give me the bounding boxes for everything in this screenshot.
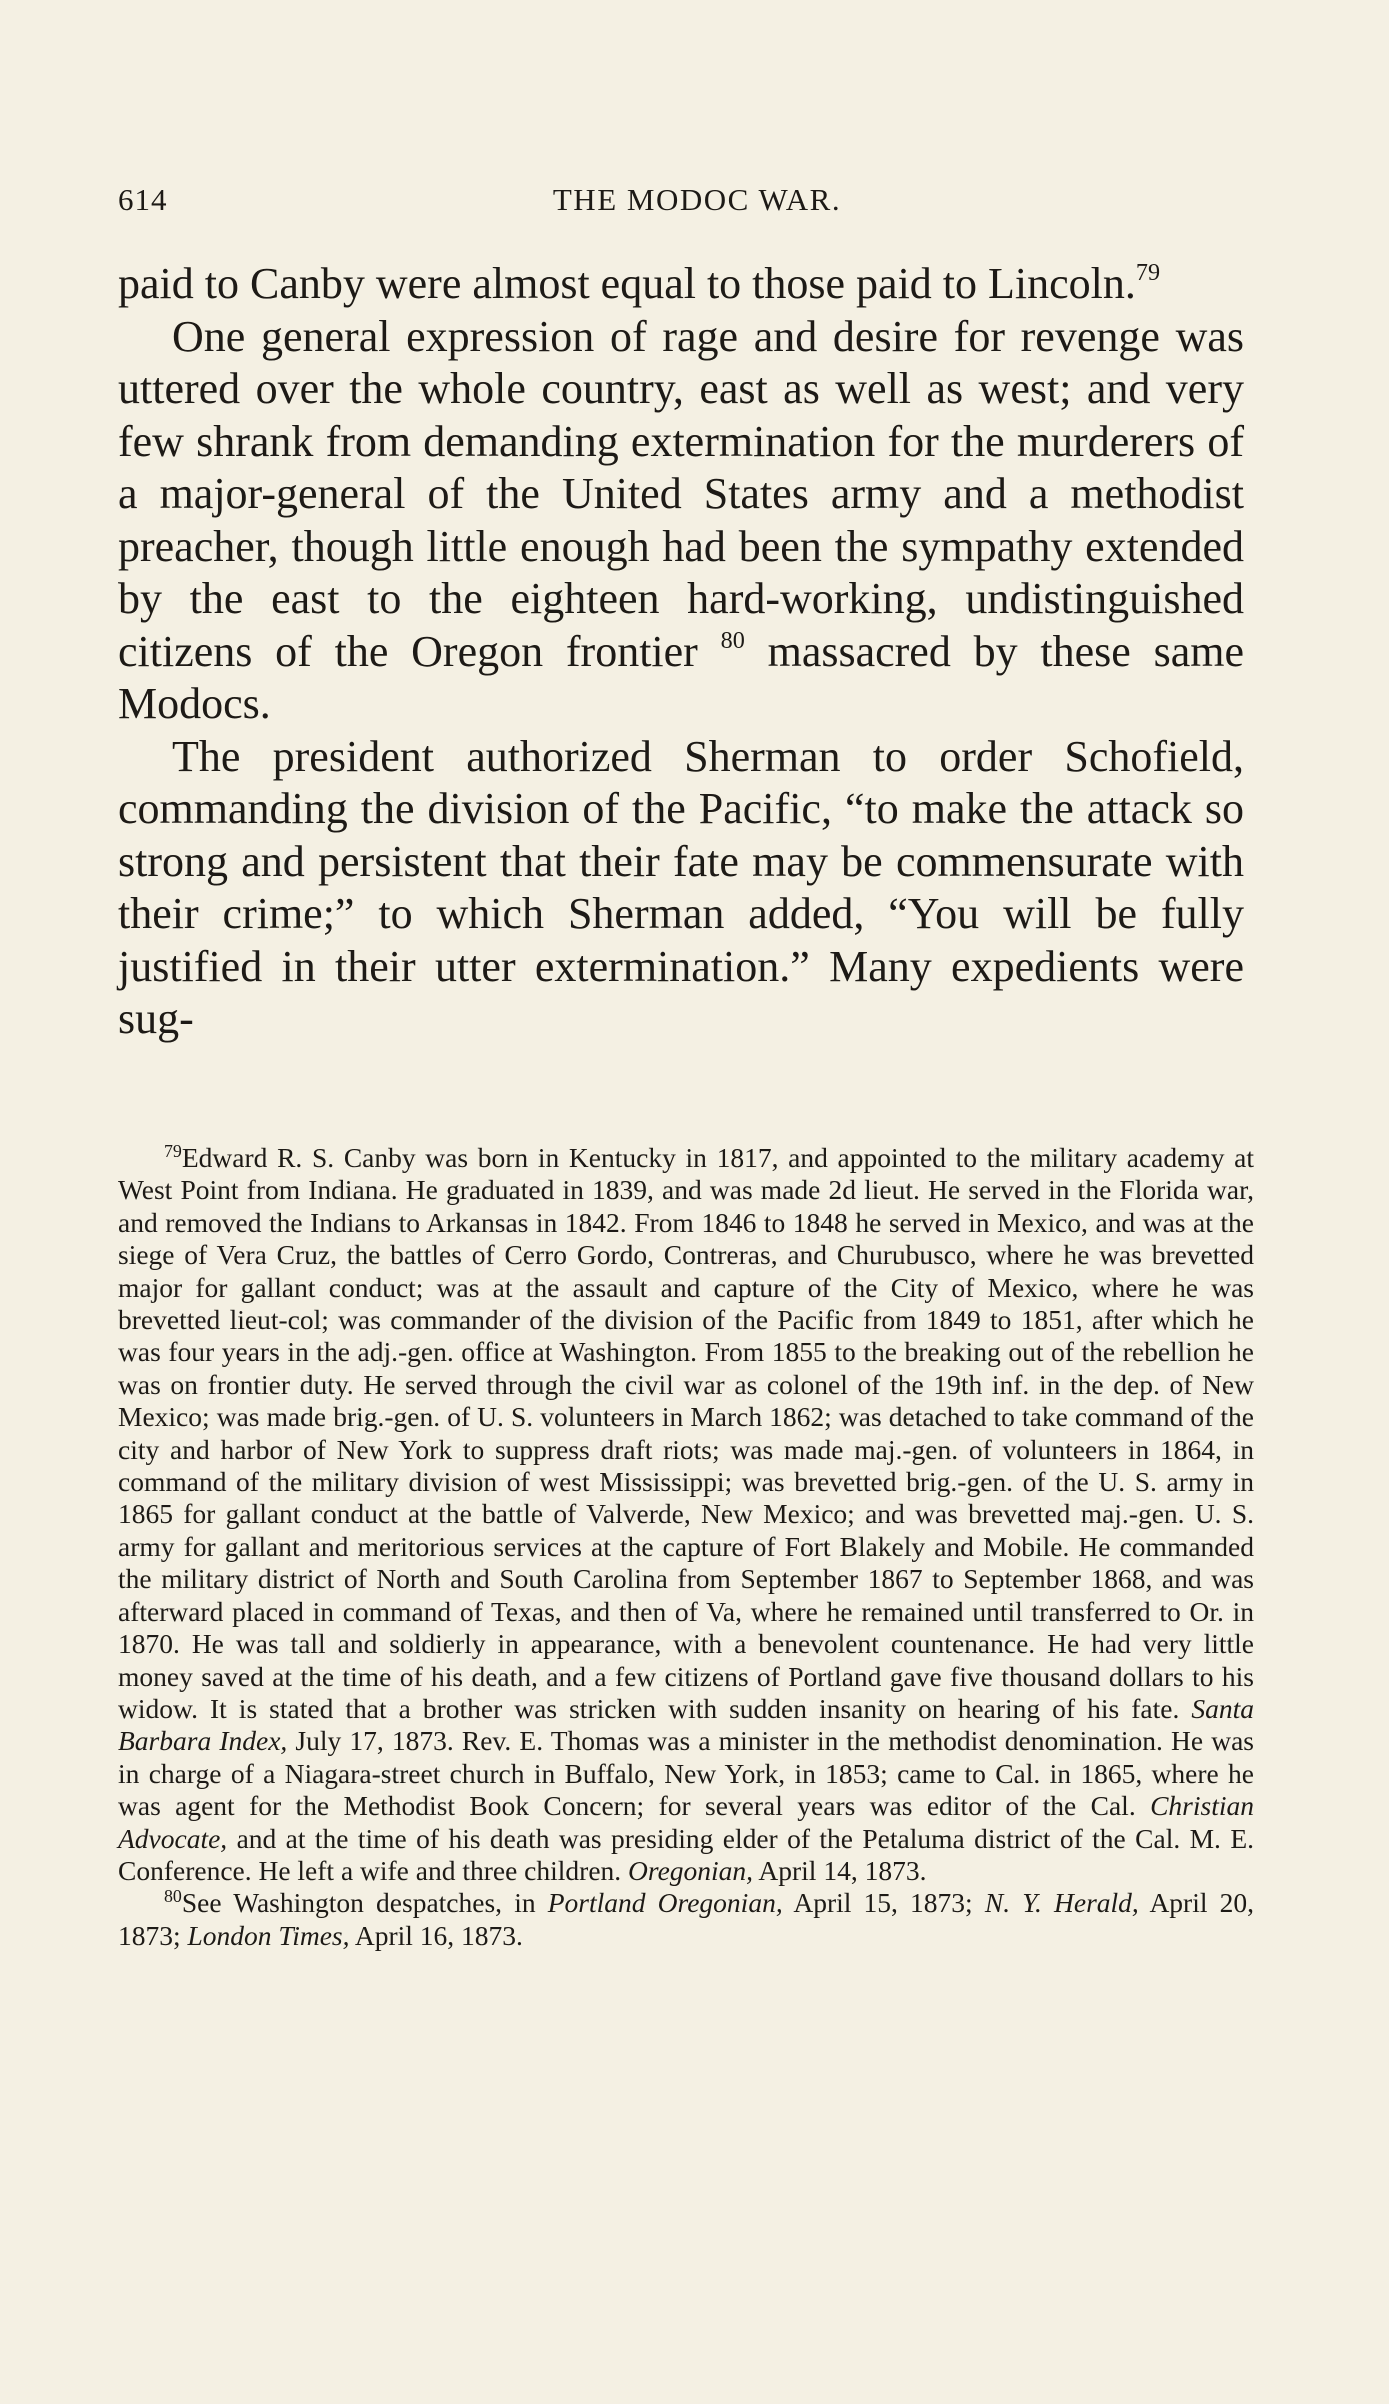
footnote-text: April 16, 1873.: [349, 1919, 523, 1951]
footnote-text: July 17, 1873. Rev. E. Thomas was a minister in the methodist denomination. He was in charge of a Niagara-street church in Buffalo, New York, in 1853; came to Cal. in 1865, where he was agent for the Methodist Book Concern; for several years was editor of the Cal.: [118, 1725, 1254, 1822]
footnote-text: and at the time of his death was presiding elder of the Petaluma district of the Cal. M. E. Conference. He left a wife and three children.: [118, 1822, 1254, 1886]
paragraph-2-text-part1: One general expression of rage and desire for revenge was uttered over the whole country, east as well as west; and very few shrank from demanding extermination for the murderers of a major-general of the United States army and a methodist preacher, though little enough had been the sympathy extended by the east to the eighteen hard-working, undistinguished citizens of the Oregon frontier: [118, 311, 1244, 676]
source-title: Christian Advocate,: [118, 1790, 1254, 1854]
source-title: N. Y. Herald,: [984, 1887, 1139, 1919]
footnote-marker: 80: [164, 1886, 182, 1907]
main-text: [118, 258, 1244, 1046]
source-title: Oregonian,: [628, 1854, 754, 1886]
source-title: London Times,: [187, 1919, 350, 1951]
footnote-text: Edward R. S. Canby was born in Kentucky in 1817, and appointed to the military academy at West Point from Indiana. He graduated in 1839, and was made 2d lieut. He served in the Florida war, and removed the Indians to Arkansas in 1842. From 1846 to 1848 he served in Mexico, and was at the siege of Vera Cruz, the battles of Cerro Gordo, Contreras, and Churubusco, where he was brevetted major for gallant conduct; was at the assault and capture of the City of Mexico, where he was brevetted lieut-col; was commander of the division of the Pacific from 1849 to 1851, after which he was four years in the adj.-gen. office at Washington. From 1855 to the breaking out of the rebellion he was on frontier duty. He served through the civil war as colonel of the 19th inf. in the dep. of New Mexico; was made brig.-gen. of U. S. volunteers in March 1862; was detached to take command of the city and harbor of New York to suppress draft riots; was made maj.-gen. of volunteers in 1864, in command of the military division of west Mississippi; was brevetted brig.-gen. of the U. S. army in 1865 for gallant conduct at the battle of Valverde, New Mexico; and was brevetted maj.-gen. U. S. army for gallant and meritorious services at the capture of Fort Blakely and Mobile. He commanded the military district of North and South Carolina from September 1867 to September 1868, and was afterward placed in command of Texas, and then of Va, where he remained until transferred to Or. in 1870. He was tall and soldierly in appearance, with a benevolent countenance. He had very little money saved at the time of his death, and a few citizens of Portland gave five thousand dollars to his widow. It is stated that a brother was stricken with sudden insanity on hearing of his fate.: [118, 1142, 1254, 1724]
paragraph-3-text: The president authorized Sherman to order Schofield, commanding the division of the Pacific, “to make the attack so strong and persistent that their fate may be commensurate with their crime;” to which Sherman added, “You will be fully justified in their utter extermination.” Many expedients were sug-: [118, 731, 1244, 1043]
footnote-text: April 15, 1873;: [782, 1887, 985, 1919]
footnote-marker: 79: [164, 1141, 182, 1162]
paragraph-2-text-part2: massacred by these same Modocs.: [118, 626, 1245, 728]
footnote-ref-80: 80: [720, 626, 745, 654]
page-header: [118, 182, 1276, 222]
source-title: Portland Oregonian,: [547, 1887, 783, 1919]
source-title: Santa Barbara Index,: [118, 1692, 1254, 1757]
paragraph-2: [118, 311, 1244, 731]
footnotes: [118, 1142, 1254, 1952]
paragraph-3: [118, 731, 1244, 1046]
page-number: 614: [118, 182, 168, 217]
footnote-text: See Washington despatches, in: [181, 1887, 548, 1919]
footnote-79: [118, 1142, 1254, 1887]
paragraph-1: [118, 258, 1244, 311]
footnote-80: [118, 1887, 1254, 1952]
footnote-text: April 14, 1873.: [753, 1854, 927, 1886]
running-head: THE MODOC WAR.: [552, 182, 842, 217]
footnote-ref-79: 79: [1135, 258, 1161, 286]
footnote-text: April 20, 1873;: [118, 1887, 1255, 1951]
paragraph-1-text: paid to Canby were almost equal to those paid to Lincoln.: [118, 259, 1136, 308]
